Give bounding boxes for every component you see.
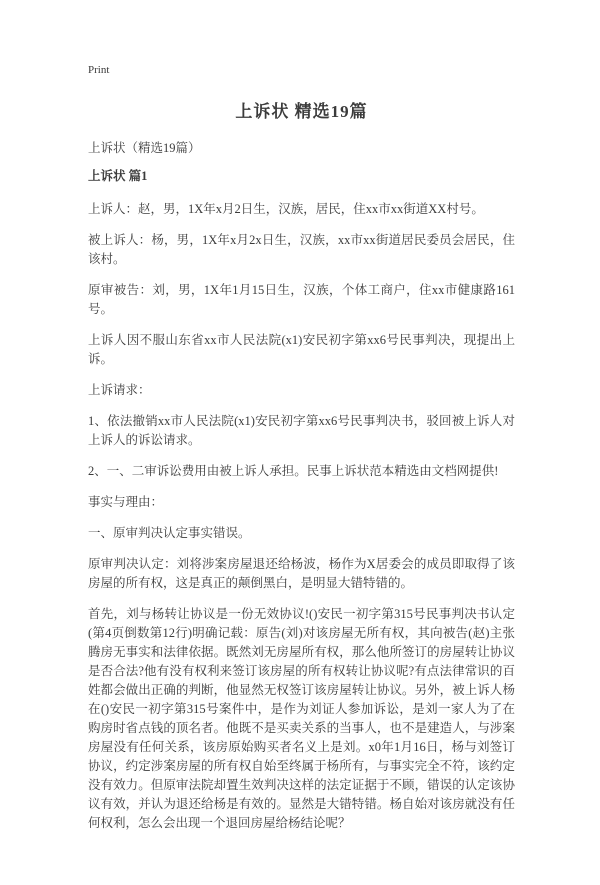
paragraph: 上诉请求： bbox=[88, 383, 151, 397]
paragraph: 原审判决认定：刘将涉案房屋退还给杨波，杨作为X居委会的成员即取得了该房屋的所有权，这是真正的颠倒黑白，是明显大错特错的。 bbox=[88, 557, 515, 590]
paragraph: 一、原审判决认定事实错误。 bbox=[88, 526, 251, 540]
document-subtitle: 上诉状（精选19篇） bbox=[88, 141, 201, 155]
paragraph: 上诉人：赵，男，1X年x月2日生，汉族，居民，住xx市xx街道XX村号。 bbox=[88, 202, 484, 216]
paragraph: 1、依法撤销xx市人民法院(x1)安民初字第xx6号民事判决书，驳回被上诉人对上诉人的诉讼请求。 bbox=[88, 414, 515, 447]
paragraph: 原审被告：刘，男，1X年1月15日生，汉族，个体工商户，住xx市健康路161号。 bbox=[88, 283, 515, 316]
paragraph: 上诉人因不服山东省xx市人民法院(x1)安民初字第xx6号民事判决，现提出上诉。 bbox=[88, 333, 515, 366]
paragraph: 事实与理由： bbox=[88, 495, 164, 509]
section-heading: 上诉状 篇1 bbox=[88, 169, 148, 183]
print-link[interactable]: Print bbox=[88, 64, 110, 76]
paragraph: 首先，刘与杨转让协议是一份无效协议!()安民一初字第315号民事判决书认定(第4页倒数第12行)明确记载：原告(刘)对该房屋无所有权，其向被告(赵)主张腾房无事实和法律依据。既然刘无房屋所有权，那么他所签订的房屋转让协议是否合法?他有没有权利来签订该房屋的所有权转让协议呢?有点法律常识的百姓都会做出正确的判断，他显然无权签订该房屋转让协议。另外，被上诉人杨在()安民一初字第315号案件中，是作为刘证人参加诉讼，是刘一家人为了在购房时省点钱的顶名者。他既不是买卖关系的当事人，也不是建造人，与涉案房屋没有任何关系，该房原始购买者名义上是刘。x0年1月16日，杨与刘签订协议，约定涉案房屋的所有权自始至终属于杨所有，与事实完全不符，该约定没有效力。但原审法院却置生效判决这样的法定证据于不顾，错误的认定该协议有效，并认为退还给杨是有效的。显然是大错特错。杨自始对该房就没有任何权利，怎么会出现一个退回房屋给杨结论呢？ bbox=[88, 607, 515, 830]
paragraph: 被上诉人：杨，男，1X年x月2x日生，汉族，xx市xx街道居民委员会居民，住该村。 bbox=[88, 233, 515, 266]
document-title: 上诉状 精选19篇 bbox=[235, 102, 368, 121]
paragraph: 2、一、二审诉讼费用由被上诉人承担。民事上诉状范本精选由文档网提供! bbox=[88, 464, 499, 478]
document-body bbox=[88, 200, 515, 833]
